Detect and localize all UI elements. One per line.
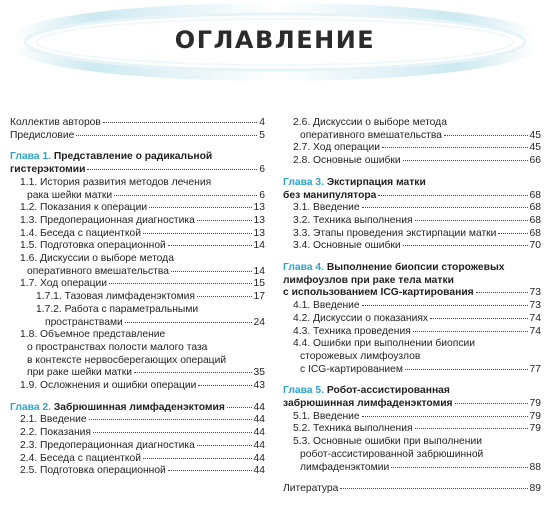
toc-entry[interactable]: 1.7.2. Работа с параметральными пространствами 24: [36, 303, 265, 328]
toc-entry[interactable]: Коллектив авторов 4: [10, 117, 265, 128]
toc-entry[interactable]: 3.2. Техника выполнения 68: [293, 214, 541, 226]
page-title: ОГЛАВЛЕНИЕ: [174, 26, 376, 54]
toc-entry[interactable]: 1.6. Дискуссии о выборе метода оперативного вмешательства 14: [20, 253, 265, 277]
toc-entry[interactable]: 5.3. Основные ошибки при выполнении робот-ассистированной забрюшинной лимфаденэктомии 88: [293, 436, 541, 473]
toc-entry[interactable]: 5.2. Техника выполнения 79: [293, 423, 541, 435]
toc-chapter-5[interactable]: Глава 5. Робот-ассистированная забрюшинная лимфаденэктомия 79: [283, 385, 541, 410]
toc-chapter-3[interactable]: Глава 3. Экстирпация матки без манипулятора 68: [283, 176, 541, 201]
toc-entry[interactable]: 1.7.1. Тазовая лимфаденэктомия 17: [36, 291, 265, 303]
toc-chapter-4[interactable]: Глава 4. Выполнение биопсии сторожевых лимфоузлов при раке тела матки с использованием ICG-картирования 73: [283, 262, 541, 299]
toc-entry[interactable]: 2.8. Основные ошибки 66: [293, 155, 541, 167]
toc-entry[interactable]: 1.3. Предоперационная диагностика 13: [20, 214, 265, 226]
toc-entry[interactable]: 2.4. Беседа с пациенткой 44: [20, 452, 265, 464]
toc-entry[interactable]: 1.8. Объемное представление о пространствах полости малого таза в контексте нервосберегающих операций при раке шейки матки 35: [20, 329, 265, 379]
toc-entry[interactable]: 1.7. Ход операции 15: [20, 278, 265, 290]
toc-entry[interactable]: 3.1. Введение 68: [293, 202, 541, 214]
toc-entry[interactable]: Предисловие 5: [10, 129, 265, 141]
toc-right-column: [283, 117, 541, 496]
toc-entry[interactable]: 5.1. Введение 79: [293, 410, 541, 422]
toc-entry[interactable]: 3.4. Основные ошибки 70: [293, 240, 541, 252]
toc-entry[interactable]: 1.2. Показания к операции 13: [20, 202, 265, 214]
toc-entry[interactable]: 1.9. Осложнения и ошибки операции 43: [20, 380, 265, 392]
toc-entry[interactable]: 2.3. Предоперационная диагностика 44: [20, 439, 265, 451]
toc-entry[interactable]: 2.5. Подготовка операционной 44: [20, 465, 265, 477]
toc-entry[interactable]: 4.2. Дискуссии о показаниях 74: [293, 312, 541, 324]
toc-entry[interactable]: 4.3. Техника проведения 74: [293, 325, 541, 337]
toc-entry[interactable]: 1.5. Подготовка операционной 14: [20, 240, 265, 252]
title-banner: [0, 0, 550, 92]
toc-entry[interactable]: 1.1. История развития методов лечения рака шейки матки 6: [20, 176, 265, 201]
toc-entry[interactable]: 3.3. Этапы проведения экстирпации матки 68: [293, 227, 541, 239]
toc-left-column: [10, 117, 265, 478]
toc-entry[interactable]: 2.6. Дискуссии о выборе метода оперативного вмешательства 45: [293, 117, 541, 141]
toc-chapter-1[interactable]: Глава 1. Представление о радикальной гистерэктомии 6: [10, 151, 265, 176]
toc-entry[interactable]: 1.4. Беседа с пациенткой 13: [20, 227, 265, 239]
toc-chapter-2[interactable]: Глава 2. Забрюшинная лимфаденэктомия 44: [10, 401, 265, 413]
toc-entry-literature[interactable]: Литература 89: [283, 483, 541, 495]
toc-entry[interactable]: 2.1. Введение 44: [20, 414, 265, 426]
toc-entry[interactable]: 2.2. Показания 44: [20, 427, 265, 439]
toc-entry[interactable]: 4.4. Ошибки при выполнении биопсии сторожевых лимфоузлов с ICG-картированием 77: [293, 338, 541, 375]
toc-entry[interactable]: 2.7. Ход операции 45: [293, 142, 541, 154]
toc-entry[interactable]: 4.1. Введение 73: [293, 300, 541, 312]
